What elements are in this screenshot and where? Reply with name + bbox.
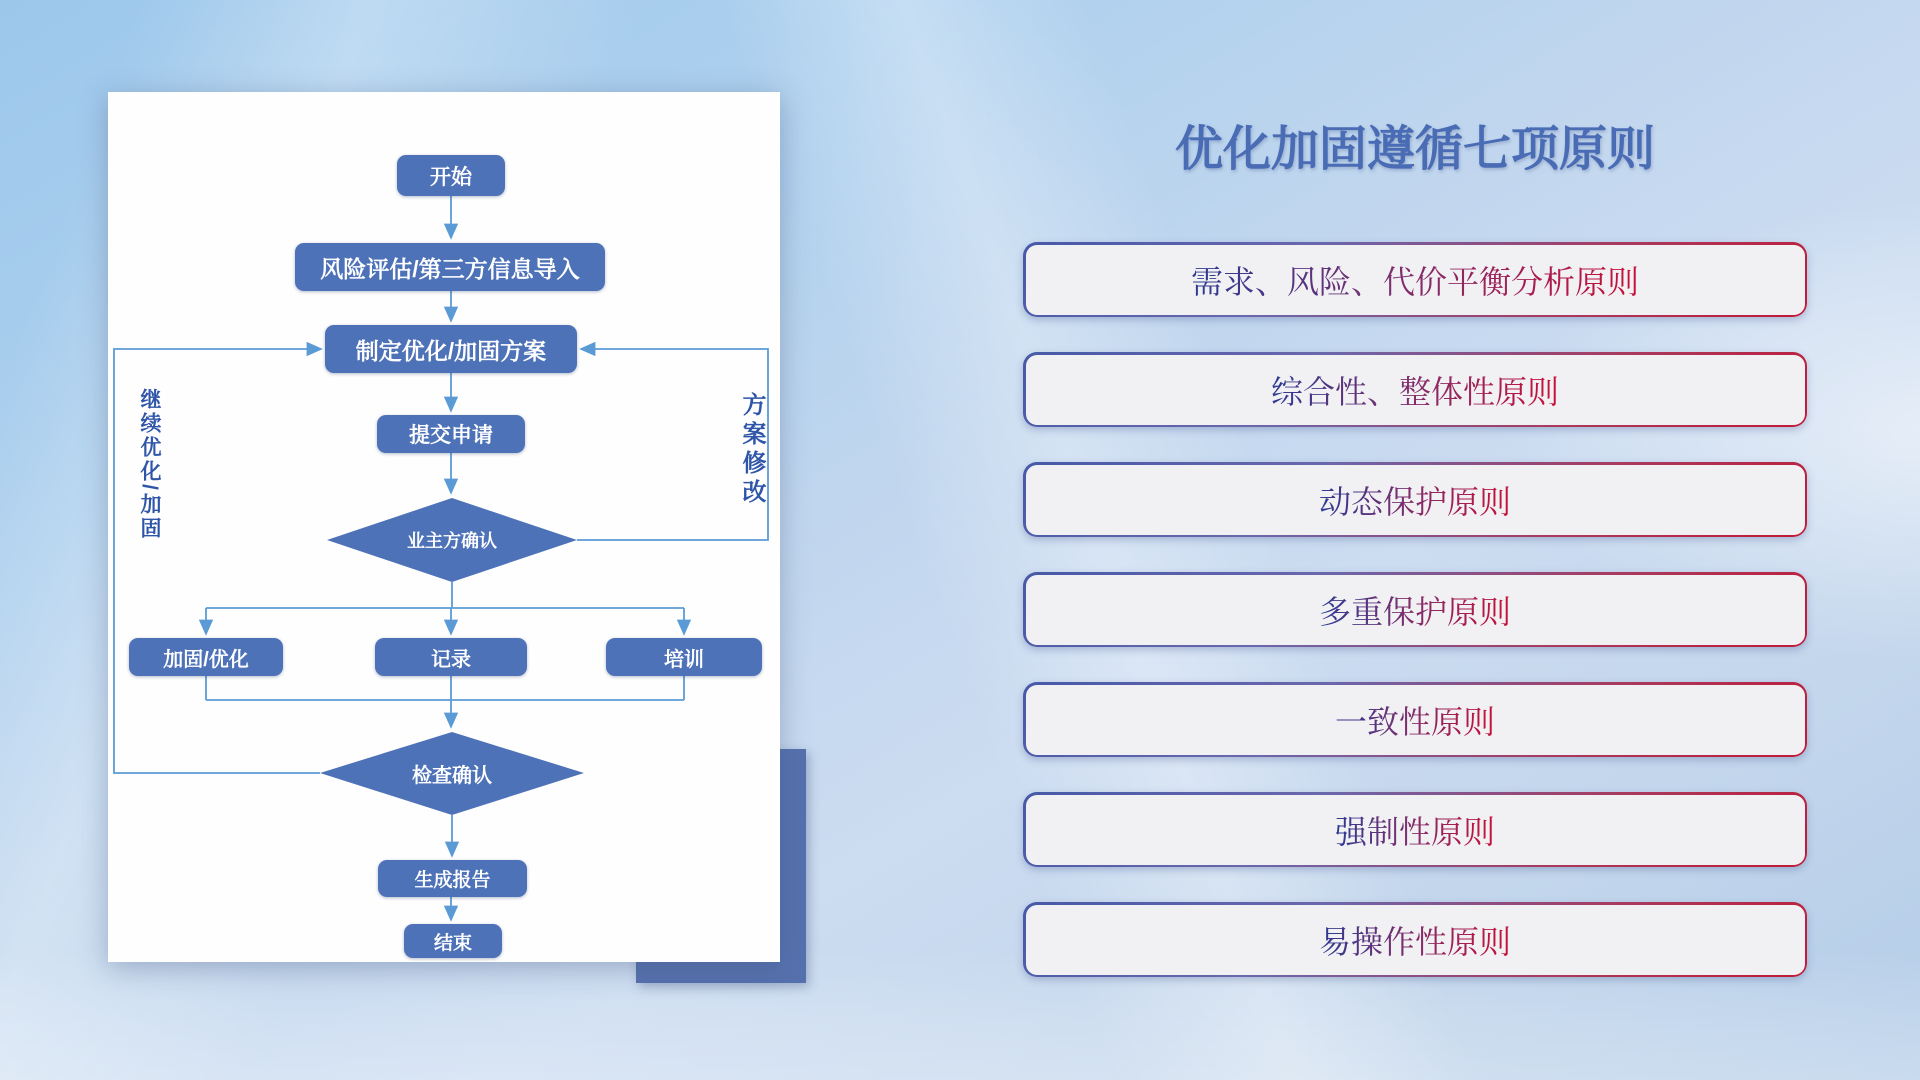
page-title: 优化加固遵循七项原则	[1174, 123, 1655, 176]
principle-box	[1023, 352, 1807, 427]
principle-label: 综合性、整体性原则	[1271, 367, 1559, 413]
principle-box	[1023, 682, 1807, 757]
node-generate-report: 生成报告	[378, 860, 527, 897]
principle-box	[1023, 242, 1807, 317]
principle-label: 动态保护原则	[1319, 477, 1511, 523]
node-check-confirm-label: 检查确认	[412, 764, 492, 787]
principle-label: 多重保护原则	[1319, 587, 1511, 633]
node-start: 开始	[397, 155, 505, 196]
loop-label-continue-optimize: 继续优化/加固	[138, 388, 161, 541]
node-make-plan: 制定优化/加固方案	[325, 325, 577, 373]
loop-label-plan-revision: 方案修改	[738, 392, 765, 508]
principle-box	[1023, 792, 1807, 867]
node-owner-confirm-label: 业主方确认	[407, 531, 497, 551]
node-training: 培训	[606, 638, 762, 676]
node-reinforce-optimize: 加固/优化	[129, 638, 283, 676]
principle-box	[1023, 572, 1807, 647]
principle-box	[1023, 462, 1807, 537]
node-submit-application: 提交申请	[377, 415, 525, 453]
principle-box	[1023, 902, 1807, 977]
node-risk-assessment: 风险评估/第三方信息导入	[295, 243, 605, 291]
node-end: 结束	[404, 924, 502, 958]
principle-label: 一致性原则	[1335, 697, 1495, 743]
principles-list	[1023, 242, 1807, 1012]
principle-label: 需求、风险、代价平衡分析原则	[1191, 257, 1639, 303]
principle-label: 易操作性原则	[1319, 917, 1511, 963]
node-record: 记录	[375, 638, 527, 676]
principle-label: 强制性原则	[1335, 807, 1495, 853]
flowchart-card	[108, 92, 780, 962]
